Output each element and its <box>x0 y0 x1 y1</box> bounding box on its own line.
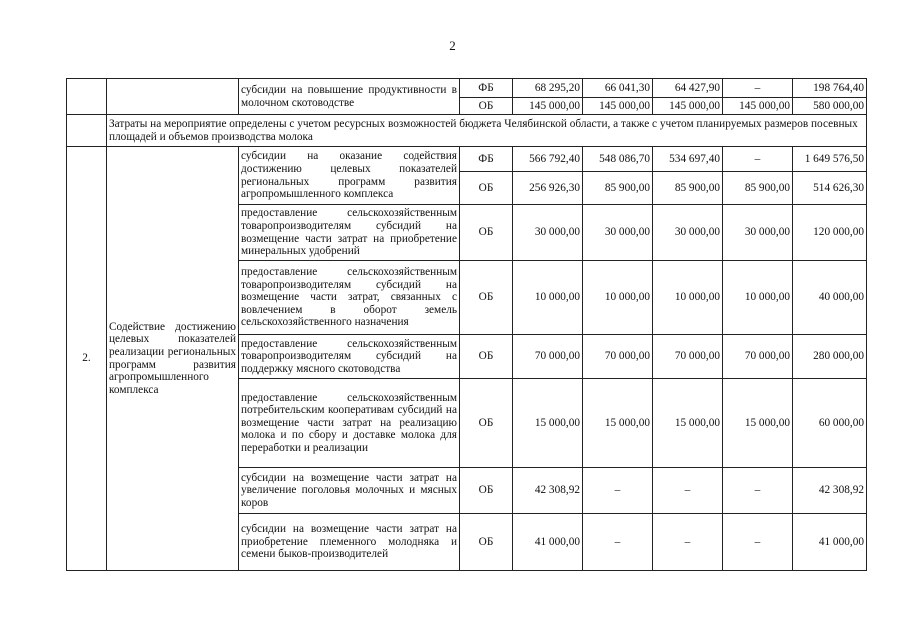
year2-value: 30 000,00 <box>583 205 653 261</box>
year3-value: 15 000,00 <box>653 379 723 468</box>
category-cell-empty <box>107 79 239 115</box>
year4-value: 15 000,00 <box>723 379 793 468</box>
year4-value: 85 900,00 <box>723 172 793 205</box>
year1-value: 41 000,00 <box>513 514 583 571</box>
measure-description: предоставление сельскохозяйственным товаропроизводителям субсидий на возмещение части затрат, связанных с вовлечением в оборот земель сельскохозяйственного назначения <box>239 261 460 335</box>
table-row <box>67 115 867 147</box>
year3-value: 30 000,00 <box>653 205 723 261</box>
year1-value: 15 000,00 <box>513 379 583 468</box>
funding-source: ОБ <box>460 205 513 261</box>
measure-description: предоставление сельскохозяйственным потребительским кооперативам субсидий на возмещение части затрат на реализацию молока и по сбору и доставке молока для переработки и реализации <box>239 379 460 468</box>
year4-value: 70 000,00 <box>723 335 793 379</box>
total-value: 40 000,00 <box>793 261 867 335</box>
year1-value: 256 926,30 <box>513 172 583 205</box>
year1-value: 30 000,00 <box>513 205 583 261</box>
measure-description: субсидии на возмещение части затрат на приобретение племенного молодняка и семени быков-производителей <box>239 514 460 571</box>
year1-value: 68 295,20 <box>513 79 583 98</box>
year2-value: 70 000,00 <box>583 335 653 379</box>
funding-source: ОБ <box>460 514 513 571</box>
index-cell-empty <box>67 79 107 115</box>
cost-note: Затраты на мероприятие определены с учетом ресурсных возможностей бюджета Челябинской области, а также с учетом планируемых размеров посевных площадей и объемов производства молока <box>107 115 867 147</box>
year3-value: 85 900,00 <box>653 172 723 205</box>
year2-value: 145 000,00 <box>583 98 653 115</box>
year4-value: – <box>723 468 793 514</box>
year3-value: 64 427,90 <box>653 79 723 98</box>
table-row <box>67 147 867 172</box>
total-value: 41 000,00 <box>793 514 867 571</box>
year1-value: 70 000,00 <box>513 335 583 379</box>
total-value: 120 000,00 <box>793 205 867 261</box>
year2-value: 10 000,00 <box>583 261 653 335</box>
funding-source: ОБ <box>460 98 513 115</box>
year1-value: 10 000,00 <box>513 261 583 335</box>
year1-value: 566 792,40 <box>513 147 583 172</box>
measure-description: субсидии на повышение продуктивности в молочном скотоводстве <box>239 79 460 115</box>
year3-value: 70 000,00 <box>653 335 723 379</box>
index-cell-empty <box>67 115 107 147</box>
year4-value: – <box>723 514 793 571</box>
total-value: 42 308,92 <box>793 468 867 514</box>
measure-description: предоставление сельскохозяйственным товаропроизводителям субсидий на поддержку мясного скотоводства <box>239 335 460 379</box>
year4-value: – <box>723 147 793 172</box>
funding-source: ОБ <box>460 468 513 514</box>
year2-value: 548 086,70 <box>583 147 653 172</box>
year3-value: 534 697,40 <box>653 147 723 172</box>
total-value: 60 000,00 <box>793 379 867 468</box>
funding-source: ОБ <box>460 261 513 335</box>
year2-value: 66 041,30 <box>583 79 653 98</box>
funding-source: ОБ <box>460 172 513 205</box>
year3-value: 145 000,00 <box>653 98 723 115</box>
funding-source: ОБ <box>460 335 513 379</box>
total-value: 198 764,40 <box>793 79 867 98</box>
year4-value: 30 000,00 <box>723 205 793 261</box>
measure-description: субсидии на возмещение части затрат на увеличение поголовья молочных и мясных коров <box>239 468 460 514</box>
section-category: Содействие достижению целевых показателей реализации региональных программ развития агропромышленного комплекса <box>107 147 239 571</box>
total-value: 1 649 576,50 <box>793 147 867 172</box>
year3-value: 10 000,00 <box>653 261 723 335</box>
year3-value: – <box>653 468 723 514</box>
total-value: 514 626,30 <box>793 172 867 205</box>
total-value: 280 000,00 <box>793 335 867 379</box>
funding-source: ФБ <box>460 79 513 98</box>
measure-description: субсидии на оказание содействия достижению целевых показателей региональных программ развития агропромышленного комплекса <box>239 147 460 205</box>
year2-value: – <box>583 468 653 514</box>
year2-value: 15 000,00 <box>583 379 653 468</box>
year4-value: 10 000,00 <box>723 261 793 335</box>
measure-description: предоставление сельскохозяйственным товаропроизводителям субсидий на возмещение части затрат на приобретение минеральных удобрений <box>239 205 460 261</box>
total-value: 580 000,00 <box>793 98 867 115</box>
page-number: 2 <box>449 38 456 53</box>
year3-value: – <box>653 514 723 571</box>
budget-table <box>66 78 867 571</box>
year1-value: 42 308,92 <box>513 468 583 514</box>
table-row <box>67 79 867 98</box>
year2-value: – <box>583 514 653 571</box>
year4-value: 145 000,00 <box>723 98 793 115</box>
year2-value: 85 900,00 <box>583 172 653 205</box>
section-index: 2. <box>67 147 107 571</box>
funding-source: ОБ <box>460 379 513 468</box>
year4-value: – <box>723 79 793 98</box>
year1-value: 145 000,00 <box>513 98 583 115</box>
funding-source: ФБ <box>460 147 513 172</box>
